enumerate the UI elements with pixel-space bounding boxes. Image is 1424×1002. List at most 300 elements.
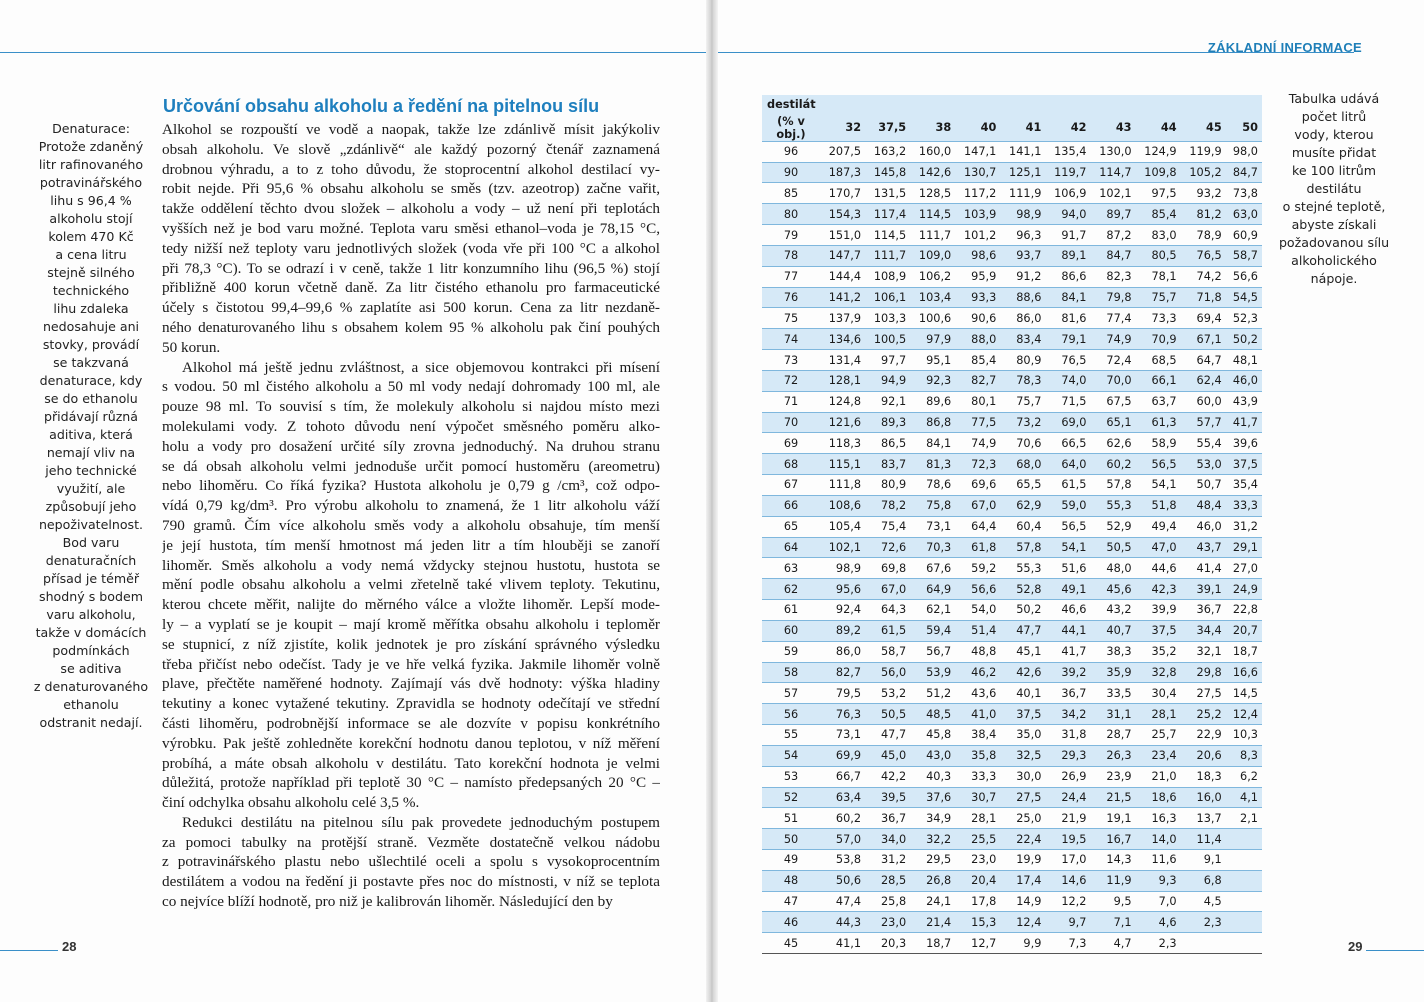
table-cell: 14,0	[1136, 829, 1181, 850]
sidenote-line: o stejné teplotě,	[1282, 199, 1386, 214]
row-label: 72	[762, 370, 820, 391]
table-cell: 93,3	[955, 287, 1000, 308]
table-row	[762, 183, 1262, 204]
table-cell: 10,3	[1226, 725, 1262, 746]
sidenote-line: Tabulka udává	[1288, 91, 1380, 106]
table-cell: 62,6	[1090, 433, 1135, 454]
table-cell: 34,0	[865, 829, 910, 850]
table-cell: 28,1	[955, 808, 1000, 829]
table-cell: 64,4	[955, 516, 1000, 537]
table-cell: 135,4	[1045, 141, 1090, 162]
table-cell: 56,0	[865, 662, 910, 683]
table-cell: 41,4	[1181, 558, 1226, 579]
table-cell: 38,3	[1090, 641, 1135, 662]
table-cell: 40,3	[910, 766, 955, 787]
table-cell: 95,6	[820, 579, 865, 600]
sidenote-line: podmínkách	[52, 643, 130, 658]
body-line: lihoměr. Směs alkoholu a vody nemá vždycky stejnou hustotu, hustota se	[162, 556, 660, 574]
table-cell: 92,4	[820, 600, 865, 621]
sidenote-line: alkoholu stojí	[49, 211, 133, 226]
table-row	[762, 641, 1262, 662]
table-cell: 97,7	[865, 350, 910, 371]
sidenote-denaturace	[30, 120, 152, 732]
table-cell: 43,7	[1181, 537, 1226, 558]
table-cell: 50,7	[1181, 475, 1226, 496]
table-cell: 46,2	[955, 662, 1000, 683]
row-label: 69	[762, 433, 820, 454]
table-cell: 54,1	[1136, 475, 1181, 496]
table-cell: 45,8	[910, 725, 955, 746]
body-line: molekulami vody. Z tohoto důvodu není výpočet směsného poměru alko-	[162, 417, 660, 435]
table-cell: 92,1	[865, 391, 910, 412]
table-cell: 28,5	[865, 870, 910, 891]
table-row	[762, 620, 1262, 641]
table-cell: 27,5	[1000, 787, 1045, 808]
table-cell: 45,6	[1090, 579, 1135, 600]
sidenote-line: nedosahuje ani	[42, 319, 140, 334]
table-cell: 115,1	[820, 454, 865, 475]
table-cell: 109,8	[1136, 162, 1181, 183]
table-cell: 98,0	[1226, 141, 1262, 162]
table-cell: 147,7	[820, 245, 865, 266]
sidenote-line: kolem 470 Kč	[48, 229, 134, 244]
table-cell: 79,5	[820, 683, 865, 704]
table-cell: 75,4	[865, 516, 910, 537]
table-cell: 29,8	[1181, 662, 1226, 683]
table-cell: 111,7	[865, 245, 910, 266]
table-cell: 83,7	[865, 454, 910, 475]
table-cell: 93,2	[1181, 183, 1226, 204]
row-label: 65	[762, 516, 820, 537]
table-cell: 21,4	[910, 912, 955, 933]
table-cell: 84,7	[1090, 245, 1135, 266]
table-cell: 74,0	[1045, 370, 1090, 391]
table-cell: 83,4	[1000, 329, 1045, 350]
table-cell: 21,5	[1090, 787, 1135, 808]
table-cell	[1226, 891, 1262, 912]
sidenote-line: stejně silného	[47, 265, 135, 280]
table-cell: 41,0	[955, 704, 1000, 725]
body-line: probíhá, a máte obsah alkoholu v destilátu. Tato korekční hodnota je velmi	[162, 754, 660, 772]
body-line: vyšších než je bod varu možné. Teplota varu směsi ethanol–voda je 78,15 °C,	[162, 219, 660, 237]
table-cell: 79,1	[1045, 329, 1090, 350]
table-cell: 11,9	[1090, 870, 1135, 891]
table-cell: 69,0	[1045, 412, 1090, 433]
top-rule	[0, 52, 710, 53]
table-cell: 81,6	[1045, 308, 1090, 329]
sidenote-line: nemají vliv na	[46, 445, 136, 460]
table-cell: 43,0	[910, 745, 955, 766]
table-column-header: 37,5	[865, 115, 910, 142]
table-cell: 68,5	[1136, 350, 1181, 371]
table-cell: 28,7	[1090, 725, 1135, 746]
table-cell: 86,6	[1045, 266, 1090, 287]
table-cell: 22,4	[1000, 829, 1045, 850]
table-cell: 38,4	[955, 725, 1000, 746]
table-cell: 106,2	[910, 266, 955, 287]
row-label: 48	[762, 870, 820, 891]
table-cell: 44,1	[1045, 620, 1090, 641]
table-row	[762, 350, 1262, 371]
table-cell: 14,5	[1226, 683, 1262, 704]
table-cell: 4,6	[1136, 912, 1181, 933]
row-label: 61	[762, 600, 820, 621]
table-cell: 57,7	[1181, 412, 1226, 433]
table-row	[762, 370, 1262, 391]
table-cell: 27,5	[1181, 683, 1226, 704]
table-cell: 87,2	[1090, 225, 1135, 246]
table-cell: 4,1	[1226, 787, 1262, 808]
table-cell: 37,5	[1136, 620, 1181, 641]
body-line: důležitá, protože například při teplotě 30 °C – namísto předepsaných 20 °C –	[162, 774, 660, 792]
table-cell: 98,6	[955, 245, 1000, 266]
table-cell: 48,8	[955, 641, 1000, 662]
table-cell: 51,4	[955, 620, 1000, 641]
table-header-first: (% v obj.)	[762, 115, 820, 142]
table-cell	[1226, 912, 1262, 933]
table-cell: 56,6	[1226, 266, 1262, 287]
table-cell	[1226, 933, 1262, 954]
table-cell: 68,0	[1000, 454, 1045, 475]
table-cell: 50,2	[1226, 329, 1262, 350]
table-cell: 23,9	[1090, 766, 1135, 787]
table-row	[762, 683, 1262, 704]
table-cell: 80,9	[1000, 350, 1045, 371]
table-cell: 22,8	[1226, 600, 1262, 621]
table-cell: 69,8	[865, 558, 910, 579]
table-column-header: 50	[1226, 115, 1262, 142]
table-cell: 13,7	[1181, 808, 1226, 829]
table-cell: 9,7	[1045, 912, 1090, 933]
table-cell: 53,0	[1181, 454, 1226, 475]
row-label: 71	[762, 391, 820, 412]
table-cell: 154,3	[820, 204, 865, 225]
table-cell: 39,1	[1181, 579, 1226, 600]
table-cell: 74,9	[1090, 329, 1135, 350]
row-label: 64	[762, 537, 820, 558]
table-cell: 48,1	[1226, 350, 1262, 371]
table-cell: 44,3	[820, 912, 865, 933]
row-label: 47	[762, 891, 820, 912]
table-cell: 39,9	[1136, 600, 1181, 621]
table-row	[762, 787, 1262, 808]
table-row	[762, 266, 1262, 287]
table-cell: 30,7	[955, 787, 1000, 808]
body-line: destilátem a vodou na ředění ji postavte přes noc do místnosti, v níž se teplota	[162, 873, 660, 891]
table-cell: 91,7	[1045, 225, 1090, 246]
table-cell: 70,6	[1000, 433, 1045, 454]
table-cell: 73,1	[910, 516, 955, 537]
table-cell: 26,3	[1090, 745, 1135, 766]
table-cell: 72,6	[865, 537, 910, 558]
sidenote-line: lihu s 96,4 %	[50, 193, 132, 208]
table-row	[762, 600, 1262, 621]
table-cell: 19,9	[1000, 849, 1045, 870]
table-cell: 76,5	[1181, 245, 1226, 266]
dilution-table	[762, 95, 1262, 954]
table-cell: 7,0	[1136, 891, 1181, 912]
table-cell: 35,8	[955, 745, 1000, 766]
table-cell: 73,3	[1136, 308, 1181, 329]
table-column-header: 43	[1090, 115, 1135, 142]
table-cell: 24,9	[1226, 579, 1262, 600]
row-label: 54	[762, 745, 820, 766]
table-cell: 86,8	[910, 412, 955, 433]
table-cell: 62,4	[1181, 370, 1226, 391]
sidenote-line: musíte přidat	[1291, 145, 1377, 160]
table-cell: 94,0	[1045, 204, 1090, 225]
table-cell: 42,3	[1136, 579, 1181, 600]
table-cell: 12,7	[955, 933, 1000, 954]
sidenote-line: denaturace, kdy	[39, 373, 143, 388]
table-cell: 106,1	[865, 287, 910, 308]
table-cell: 34,9	[910, 808, 955, 829]
sidenote-line: lihu zdaleka	[53, 301, 129, 316]
row-label: 74	[762, 329, 820, 350]
table-cell: 41,1	[820, 933, 865, 954]
table-cell: 57,0	[820, 829, 865, 850]
table-cell: 124,9	[1136, 141, 1181, 162]
table-cell: 130,7	[955, 162, 1000, 183]
sidenote-line: nápoje.	[1310, 271, 1358, 286]
table-cell: 41,7	[1226, 412, 1262, 433]
table-cell: 103,9	[955, 204, 1000, 225]
table-cell: 35,2	[1136, 641, 1181, 662]
table-cell: 84,7	[1226, 162, 1262, 183]
table-cell: 70,0	[1090, 370, 1135, 391]
sidenote-line: odstranit nedají.	[39, 715, 143, 730]
row-label: 59	[762, 641, 820, 662]
table-row	[762, 516, 1262, 537]
table-row	[762, 870, 1262, 891]
table-cell: 31,2	[865, 849, 910, 870]
body-line: Alkohol má ještě jednu zvláštnost, a sice objemovou kontrakci při mísení	[182, 358, 660, 376]
table-cell: 42,2	[865, 766, 910, 787]
table-cell: 103,3	[865, 308, 910, 329]
table-cell: 131,5	[865, 183, 910, 204]
sidenote-line: Bod varu	[62, 535, 120, 550]
table-cell: 18,6	[1136, 787, 1181, 808]
sidenote-line: se takzvaná	[53, 355, 129, 370]
table-cell: 90,6	[955, 308, 1000, 329]
table-cell: 125,1	[1000, 162, 1045, 183]
body-line: mění podle obsahu alkoholu a velmi zřetelně také vlivem teploty. Tekutinu,	[162, 576, 660, 594]
table-cell: 102,1	[820, 537, 865, 558]
table-cell: 141,2	[820, 287, 865, 308]
table-cell: 56,7	[910, 641, 955, 662]
table-cell: 16,6	[1226, 662, 1262, 683]
table-cell: 53,9	[910, 662, 955, 683]
table-row	[762, 558, 1262, 579]
table-cell: 47,4	[820, 891, 865, 912]
table-cell: 66,1	[1136, 370, 1181, 391]
table-cell: 64,3	[865, 600, 910, 621]
table-cell: 35,9	[1090, 662, 1135, 683]
table-cell: 27,0	[1226, 558, 1262, 579]
row-label: 45	[762, 933, 820, 954]
table-cell: 33,3	[1226, 495, 1262, 516]
table-row	[762, 287, 1262, 308]
sidenote-table-info	[1274, 90, 1394, 288]
table-cell: 67,0	[955, 495, 1000, 516]
table-row	[762, 225, 1262, 246]
table-cell: 7,1	[1090, 912, 1135, 933]
table-cell: 20,6	[1181, 745, 1226, 766]
table-cell: 109,0	[910, 245, 955, 266]
table-row	[762, 662, 1262, 683]
table-cell: 18,7	[910, 933, 955, 954]
table-cell: 17,0	[1045, 849, 1090, 870]
table-cell: 82,7	[955, 370, 1000, 391]
table-cell: 46,6	[1045, 600, 1090, 621]
table-cell: 74,2	[1181, 266, 1226, 287]
table-cell	[1181, 933, 1226, 954]
table-cell: 80,1	[955, 391, 1000, 412]
table-cell: 43,6	[955, 683, 1000, 704]
table-row	[762, 704, 1262, 725]
table-cell: 70,9	[1136, 329, 1181, 350]
table-cell: 119,9	[1181, 141, 1226, 162]
sidenote-line: Denaturace:	[52, 121, 130, 136]
table-cell: 134,6	[820, 329, 865, 350]
table-cell: 48,0	[1090, 558, 1135, 579]
row-label: 79	[762, 225, 820, 246]
table-cell: 144,4	[820, 266, 865, 287]
table-row	[762, 475, 1262, 496]
table-cell: 35,4	[1226, 475, 1262, 496]
table-column-header: 38	[910, 115, 955, 142]
table-cell: 105,4	[820, 516, 865, 537]
table-cell: 73,1	[820, 725, 865, 746]
table-row	[762, 204, 1262, 225]
table-row	[762, 245, 1262, 266]
table-cell: 85,4	[1136, 204, 1181, 225]
table-cell: 78,1	[1136, 266, 1181, 287]
table-cell: 86,5	[865, 433, 910, 454]
body-line: při 78,3 °C). To se odrazí i v ceně, takže 1 litr konzumního lihu (96,5 %) stojí	[162, 259, 660, 277]
table-cell: 82,3	[1090, 266, 1135, 287]
table-cell: 100,6	[910, 308, 955, 329]
table-cell: 64,7	[1181, 350, 1226, 371]
table-cell: 23,0	[955, 849, 1000, 870]
table-cell: 76,3	[820, 704, 865, 725]
table-cell: 103,4	[910, 287, 955, 308]
sidenote-line: požadovanou sílu	[1278, 235, 1390, 250]
body-line: ly – a vyplatí se je koupit – mají kromě měřítka obsahu alkoholu i teploměr	[162, 615, 660, 633]
table-cell: 94,9	[865, 370, 910, 391]
sidenote-line: způsobují jeho	[45, 499, 137, 514]
table-cell: 12,4	[1000, 912, 1045, 933]
sidenote-line: technického	[52, 283, 130, 298]
table-cell: 56,5	[1136, 454, 1181, 475]
table-column-header: 40	[955, 115, 1000, 142]
body-line: takže oddělení těchto dvou složek – alkoholu a vody – už není při teplotách	[162, 200, 660, 218]
row-label: 68	[762, 454, 820, 475]
table-cell: 124,8	[820, 391, 865, 412]
body-line: vídá 0,79 kg/dm³. Pro výrobu alkoholu to znamená, že 1 litr alkoholu váží	[162, 497, 660, 515]
table-cell: 97,5	[1136, 183, 1181, 204]
table-cell: 66,7	[820, 766, 865, 787]
table-cell: 51,8	[1136, 495, 1181, 516]
table-cell: 131,4	[820, 350, 865, 371]
table-cell: 78,6	[910, 475, 955, 496]
body-line: Alkohol se rozpouští ve vodě a naopak, takže lze zdánlivě mísit jakýkoliv	[162, 121, 660, 138]
table-cell: 17,8	[955, 891, 1000, 912]
table-cell: 32,2	[910, 829, 955, 850]
table-cell: 25,2	[1181, 704, 1226, 725]
row-label: 90	[762, 162, 820, 183]
table-cell: 89,1	[1045, 245, 1090, 266]
table-cell: 57,8	[1090, 475, 1135, 496]
table-cell: 25,8	[865, 891, 910, 912]
table-cell: 61,3	[1136, 412, 1181, 433]
body-line: je její hustota, tím menší hmotnost má jeden litr a tím hlouběji se zanoří	[162, 536, 660, 554]
table-row	[762, 391, 1262, 412]
table-cell: 24,4	[1045, 787, 1090, 808]
table-cell: 33,5	[1090, 683, 1135, 704]
sidenote-line: alkoholického	[1291, 253, 1377, 268]
sidenote-line: varu alkoholu,	[46, 607, 136, 622]
table-cell: 67,0	[865, 579, 910, 600]
table-cell: 50,5	[1090, 537, 1135, 558]
book-spine	[706, 0, 718, 1002]
sidenote-line: destilátu	[1306, 181, 1362, 196]
body-line: tekutiny a konec vytažené tekutiny. Zpravidla se hodnoty odečítají ve střední	[162, 695, 660, 713]
body-line: za pomoci tabulky na protější straně. Vezměte dostatečně velkou nádobu	[162, 833, 660, 851]
row-label: 85	[762, 183, 820, 204]
table-cell: 62,9	[1000, 495, 1045, 516]
body-line: robit nejde. Při 95,6 % obsahu alkoholu se směs (tzv. azeotrop) začne vařit,	[162, 180, 660, 198]
table-cell: 37,5	[1000, 704, 1045, 725]
table-cell: 66,5	[1045, 433, 1090, 454]
table-cell: 69,9	[820, 745, 865, 766]
table-cell: 67,5	[1090, 391, 1135, 412]
table-cell: 54,5	[1226, 287, 1262, 308]
table-column-header: 44	[1136, 115, 1181, 142]
table-cell: 16,3	[1136, 808, 1181, 829]
table-cell: 19,5	[1045, 829, 1090, 850]
table-cell: 163,2	[865, 141, 910, 162]
table-cell: 32,8	[1136, 662, 1181, 683]
table-cell: 42,6	[1000, 662, 1045, 683]
table-cell: 145,8	[865, 162, 910, 183]
table-cell: 30,4	[1136, 683, 1181, 704]
table-cell: 70,3	[910, 537, 955, 558]
table-cell: 97,9	[910, 329, 955, 350]
table-row	[762, 745, 1262, 766]
sidenote-line: počet litrů	[1301, 109, 1367, 124]
table-cell: 29,5	[910, 849, 955, 870]
table-cell: 95,1	[910, 350, 955, 371]
table-cell: 141,1	[1000, 141, 1045, 162]
table-cell: 9,5	[1090, 891, 1135, 912]
section-heading: Určování obsahu alkoholu a ředění na pitelnou sílu	[163, 96, 600, 116]
table-cell: 65,1	[1090, 412, 1135, 433]
table-cell: 105,2	[1181, 162, 1226, 183]
table-cell: 23,0	[865, 912, 910, 933]
row-label: 67	[762, 475, 820, 496]
table-cell: 93,7	[1000, 245, 1045, 266]
table-row	[762, 537, 1262, 558]
table-cell: 52,8	[1000, 579, 1045, 600]
table-cell: 63,7	[1136, 391, 1181, 412]
table-cell: 51,2	[910, 683, 955, 704]
table-cell: 34,2	[1045, 704, 1090, 725]
table-cell: 55,3	[1000, 558, 1045, 579]
table-cell: 18,3	[1181, 766, 1226, 787]
body-line: 50 korun.	[162, 338, 221, 356]
table-cell: 9,3	[1136, 870, 1181, 891]
